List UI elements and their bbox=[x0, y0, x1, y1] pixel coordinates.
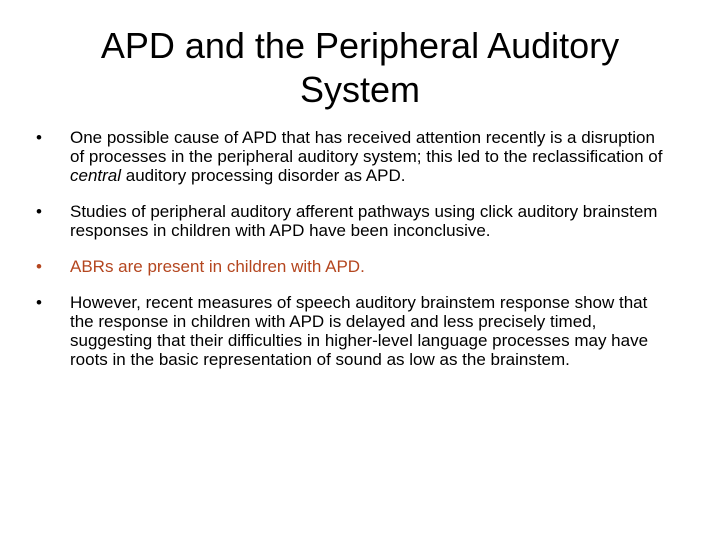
bullet-item-apd-cause bbox=[36, 128, 664, 185]
bullet-item-abrs-present bbox=[36, 257, 664, 276]
slide-title: APD and the Peripheral Auditory System bbox=[100, 25, 620, 110]
bullet-text: However, recent measures of speech auditory brainstem response show that the response in children with APD is delayed and less precisely timed, suggesting that their difficulties in higher-level language processes may have roots in the basic representation of sound as low as the brainstem. bbox=[70, 293, 649, 369]
bullet-icon: • bbox=[36, 257, 42, 276]
bullet-text-part: auditory processing disorder as APD. bbox=[121, 166, 406, 185]
bullet-text: ABRs are present in children with APD. bbox=[70, 257, 365, 276]
bullet-list bbox=[36, 128, 664, 369]
bullet-text-emphasis: central bbox=[70, 166, 122, 185]
bullet-icon: • bbox=[36, 128, 42, 147]
bullet-item-click-abr-studies bbox=[36, 202, 664, 240]
bullet-text: Studies of peripheral auditory afferent pathways using click auditory brainstem responses in children with APD have been inconclusive. bbox=[70, 202, 658, 240]
bullet-icon: • bbox=[36, 293, 42, 312]
bullet-icon: • bbox=[36, 202, 42, 221]
bullet-text-part: One possible cause of APD that has received attention recently is a disruption of processes in the peripheral auditory system; this led to the reclassification of bbox=[70, 128, 663, 166]
bullet-item-speech-abr bbox=[36, 293, 664, 369]
